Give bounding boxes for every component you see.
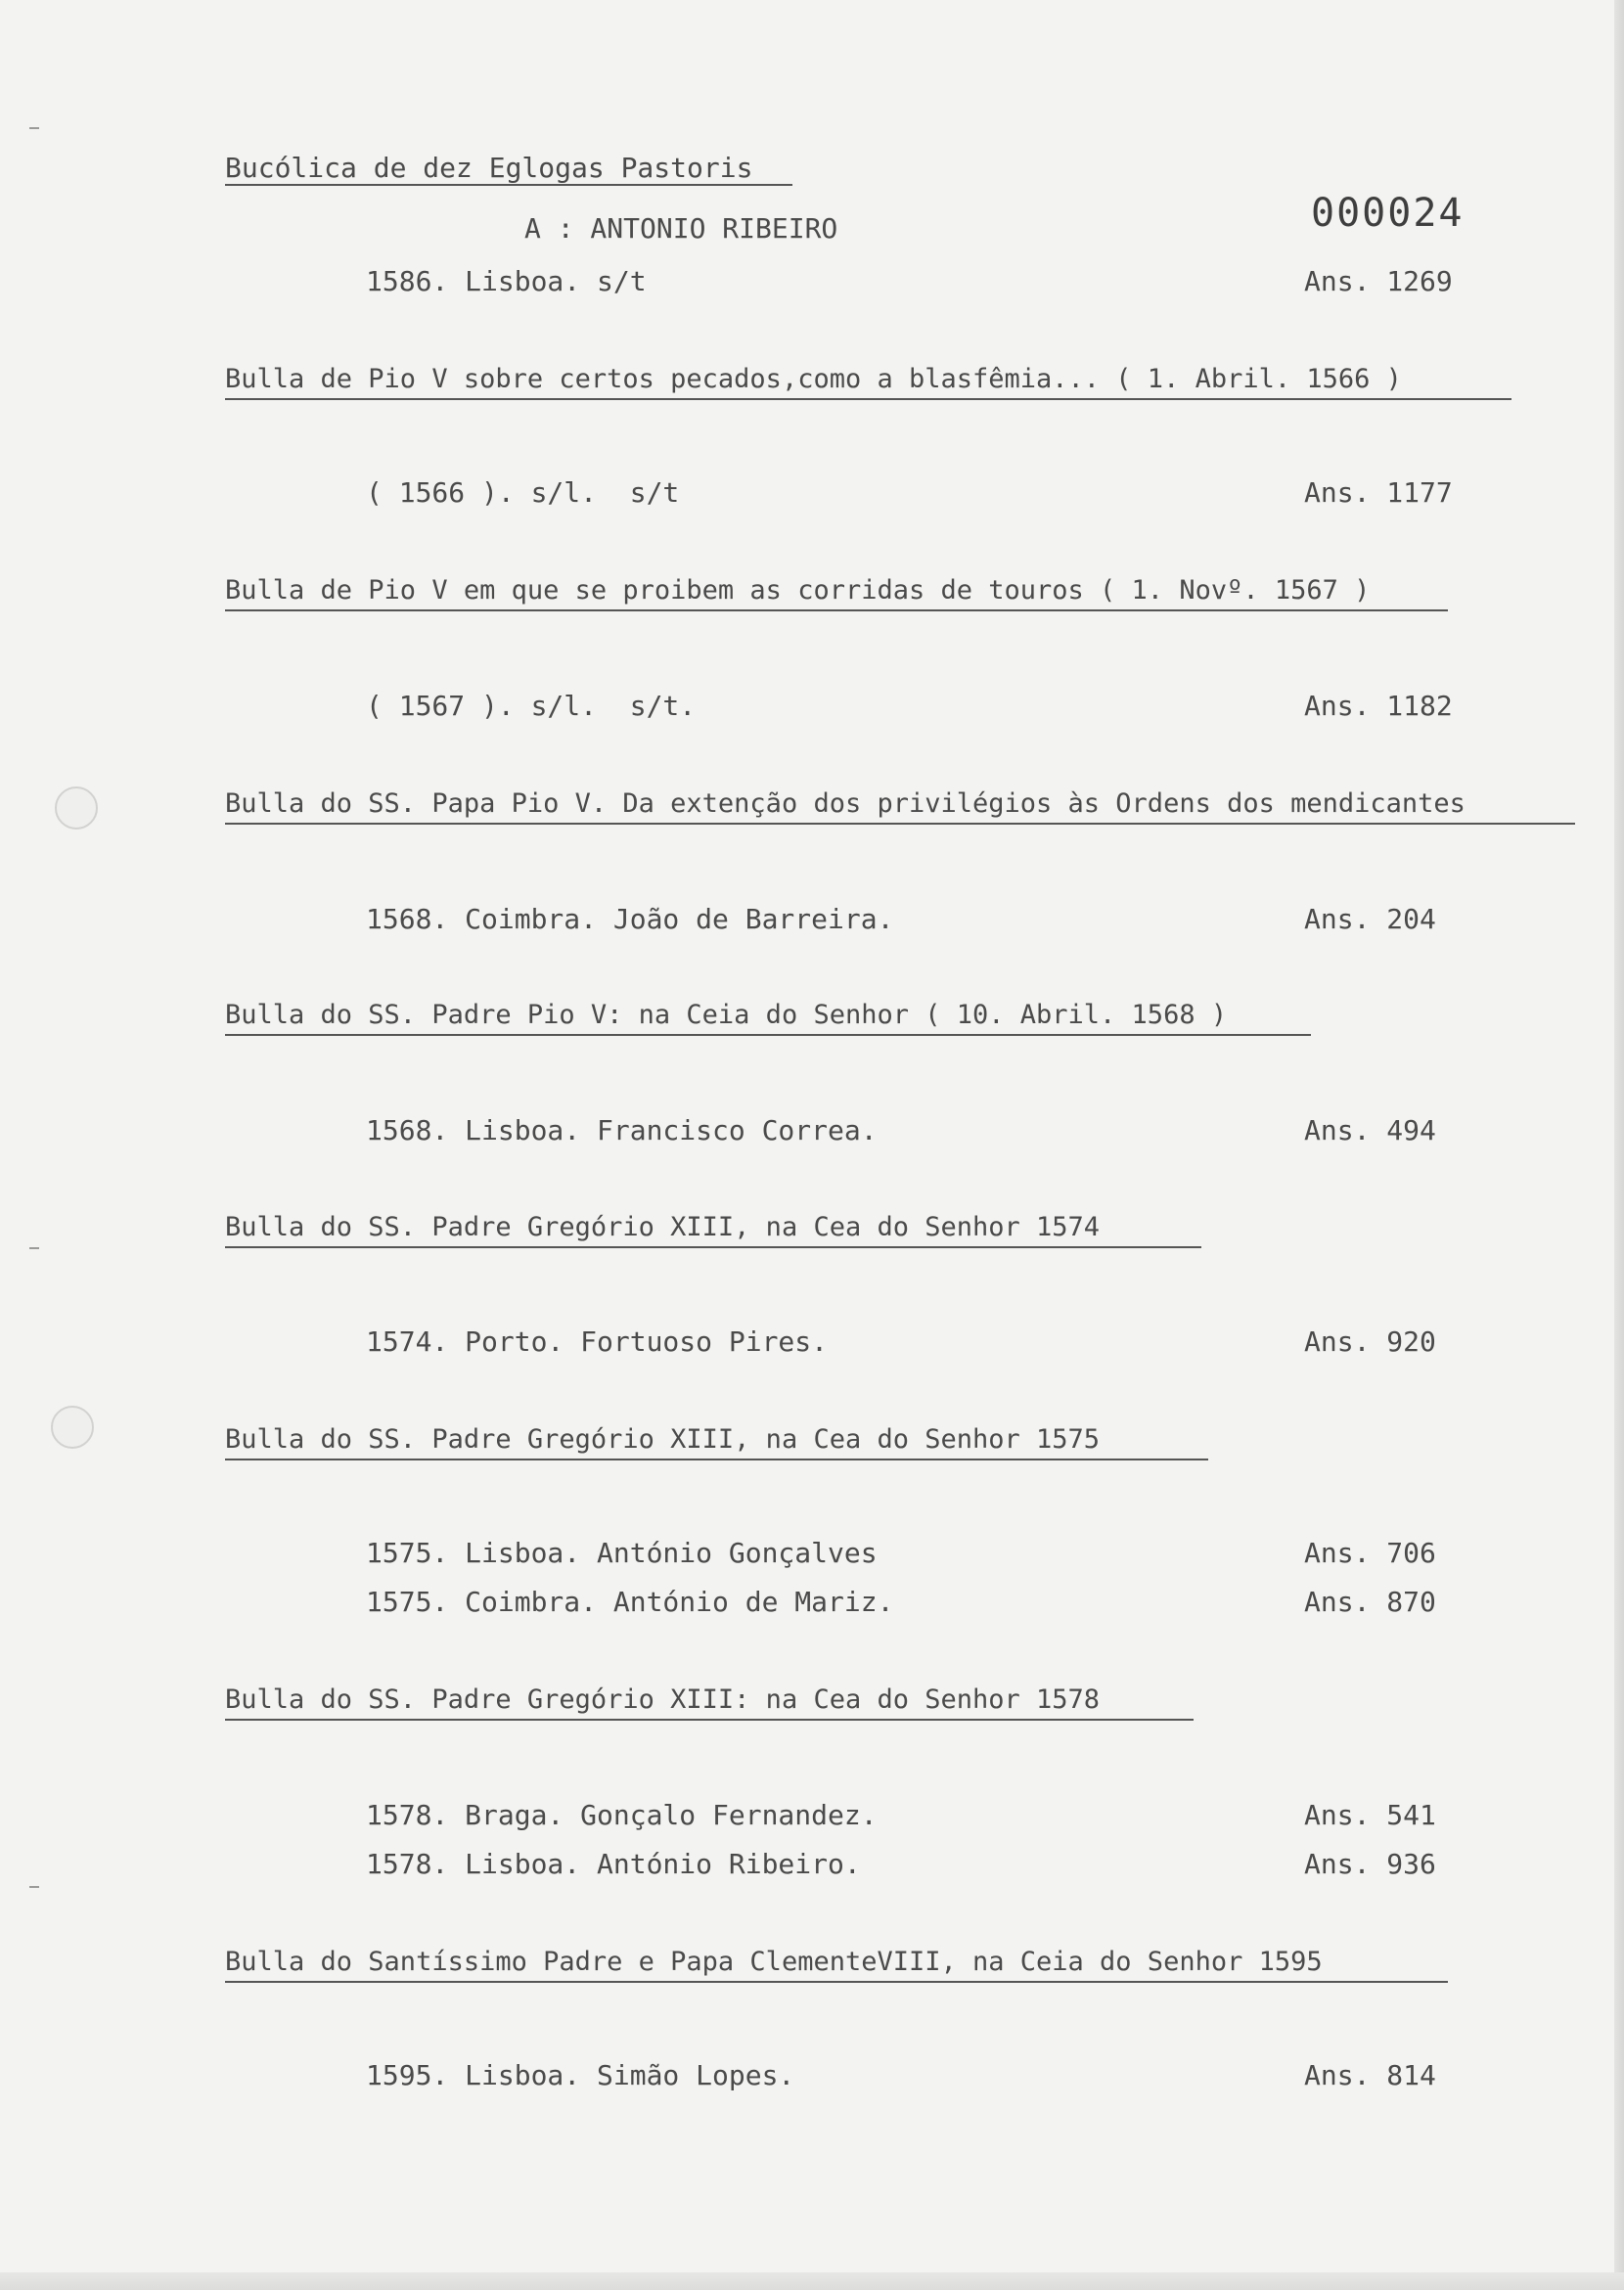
entry-title: Bulla do SS. Padre Gregório XIII, na Cea do Senhor 1575 bbox=[225, 1424, 1101, 1455]
title-underline bbox=[225, 1981, 1448, 1983]
entry-ans-number: Ans. 1182 bbox=[1304, 690, 1453, 722]
title-underline bbox=[225, 609, 1448, 611]
page-edge-shadow bbox=[1614, 0, 1624, 2290]
entry-ans-number: Ans. 541 bbox=[1304, 1799, 1436, 1831]
margin-mark bbox=[29, 127, 39, 129]
entry-ans-number: Ans. 920 bbox=[1304, 1325, 1436, 1358]
entry-imprint: ( 1567 ). s/l. s/t. bbox=[366, 690, 697, 722]
archive-stamp-number: 000024 bbox=[1311, 191, 1465, 236]
entry-imprint: 1574. Porto. Fortuoso Pires. bbox=[366, 1325, 829, 1358]
entry-ans-number: Ans. 1177 bbox=[1304, 476, 1453, 509]
page-bottom-edge bbox=[0, 2272, 1624, 2290]
entry-ans-number: Ans. 870 bbox=[1304, 1586, 1436, 1618]
entry-imprint: 1575. Coimbra. António de Mariz. bbox=[366, 1586, 894, 1618]
title-underline bbox=[225, 1719, 1194, 1721]
title-underline bbox=[225, 1034, 1311, 1036]
entry-ans-number: Ans. 204 bbox=[1304, 903, 1436, 935]
entry-ans-number: Ans. 706 bbox=[1304, 1537, 1436, 1569]
entry-imprint: 1568. Coimbra. João de Barreira. bbox=[366, 903, 894, 935]
entry-title: Bulla de Pio V em que se proibem as corridas de touros ( 1. Novº. 1567 ) bbox=[225, 575, 1371, 606]
entry-ans-number: Ans. 814 bbox=[1304, 2059, 1436, 2091]
entry-title: Bulla do Santíssimo Padre e Papa ClementeVIII, na Ceia do Senhor 1595 bbox=[225, 1947, 1323, 1977]
punch-hole-upper bbox=[55, 786, 98, 830]
entry-title: Bulla do SS. Padre Pio V: na Ceia do Senhor ( 10. Abril. 1568 ) bbox=[225, 1000, 1228, 1030]
entry-imprint: 1568. Lisboa. Francisco Correa. bbox=[366, 1114, 878, 1146]
entry-ans-number: Ans. 494 bbox=[1304, 1114, 1436, 1146]
title-underline bbox=[225, 398, 1511, 400]
title-underline bbox=[225, 184, 792, 186]
entry-imprint: 1578. Lisboa. António Ribeiro. bbox=[366, 1848, 861, 1880]
title-underline bbox=[225, 1246, 1201, 1248]
title-underline bbox=[225, 823, 1575, 825]
entry-imprint: 1575. Lisboa. António Gonçalves bbox=[366, 1537, 878, 1569]
title-underline bbox=[225, 1459, 1208, 1460]
entry-title: Bulla do SS. Padre Gregório XIII, na Cea do Senhor 1574 bbox=[225, 1212, 1101, 1242]
entry-title: Bulla do SS. Padre Gregório XIII: na Cea do Senhor 1578 bbox=[225, 1684, 1101, 1715]
margin-mark bbox=[29, 1247, 39, 1249]
margin-mark bbox=[29, 1886, 39, 1888]
entry-ans-number: Ans. 936 bbox=[1304, 1848, 1436, 1880]
entry-title: Bucólica de dez Eglogas Pastoris bbox=[225, 152, 753, 184]
entry-imprint: 1578. Braga. Gonçalo Fernandez. bbox=[366, 1799, 878, 1831]
entry-imprint: ( 1566 ). s/l. s/t bbox=[366, 476, 680, 509]
entry-ans-number: Ans. 1269 bbox=[1304, 265, 1453, 297]
entry-title: Bulla do SS. Papa Pio V. Da extenção dos privilégios às Ordens dos mendicantes bbox=[225, 788, 1466, 819]
entry-imprint: 1595. Lisboa. Simão Lopes. bbox=[366, 2059, 795, 2091]
punch-hole-lower bbox=[51, 1406, 94, 1449]
entry-title: Bulla de Pio V sobre certos pecados,como a blasfêmia... ( 1. Abril. 1566 ) bbox=[225, 364, 1402, 394]
entry-imprint: 1586. Lisboa. s/t bbox=[366, 265, 647, 297]
entry-author: A : ANTONIO RIBEIRO bbox=[524, 212, 838, 245]
